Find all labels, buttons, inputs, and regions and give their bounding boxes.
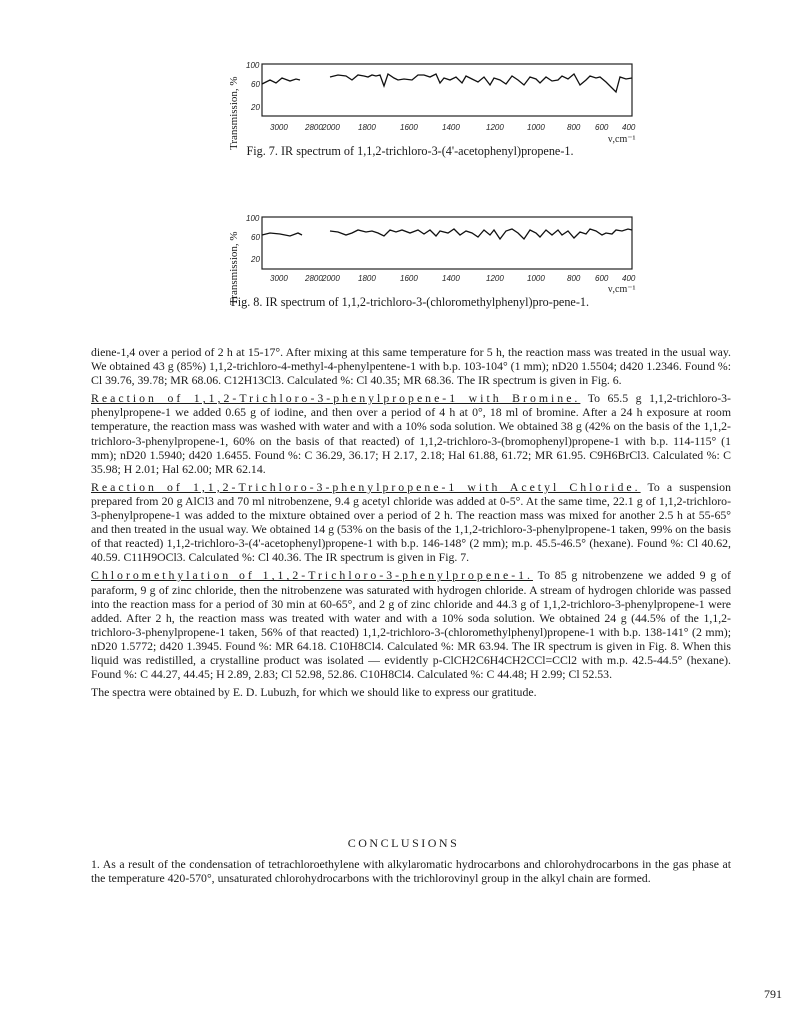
paragraph-4-body: To 85 g nitrobenzene we added 9 g of paraform, 9 g of zinc chloride, then the nitrobenzene was saturated with hydrogen chloride. A stream of hydrogen chloride was passed into the reaction mass for a period of 30 min at 60-65°, and 2 g of zinc chloride and 44.3 g of 1,1,2-trichloro-3-phenylpropene-1 were added. After 2 h, the reaction mass was treated with water and with a 10% soda solution. We obtained 24 g (44.5% of the 1,1,2-trichloro-3-phenylpropene-1 taken, 56% of that reacted) 1,1,2-trichloro-3-(chloromethylphenyl)propene-1 with b.p. 138-141° (2 mm); nD20 1.5772; d420 1.3945. Found %: MR 64.18. C10H8Cl4. Calculated %: MR 63.94. The IR spectrum is given in Fig. 8. When this liquid was redistilled, a crystalline product was isolated — evidently p-ClCH2C6H4CH2CCl=CCl2 with m.p. 42.5-44.5° (hexane). Found %: C 44.27, 44.45; H 2.89, 2.83; Cl 52.98, 52.86. C10H8Cl4. Calculated %: C 44.48; H 2.99; Cl 52.53.	[91, 568, 731, 682]
paragraph-2	[91, 391, 731, 476]
figure-8-ylabel: Transmission, %	[228, 231, 240, 305]
figure-7-xtick-2800: 2800	[305, 123, 323, 132]
figure-8-xtick-600: 600	[595, 274, 609, 283]
figure-8-xtick-1000: 1000	[527, 274, 545, 283]
paragraph-3-body: To a suspension prepared from 20 g AlCl3 and 70 ml nitrobenzene, 9.4 g acetyl chloride was added at 0-5°. At the same time, 22.1 g of 1,1,2-trichloro-3-phenylpropene-1 was added to the mixture obtained over a period of 2 h. The reaction mass was mixed for another 2.5 h at 55-65° and then treated in the usual way. We obtained 14 g (53% on the basis of the 1,1,2-trichloro-3-phenylpropene-1 taken, 99% on the basis of that reacted) 1,1,2-trichloro-3-(4'-acetophenyl)propene-1 with b.p. 146-148° (2 mm); m.p. 45.5-46.5° (hexane). Found %: Cl 40.62, 40.59. C11H9OCl3. Calculated %: Cl 40.36. The IR spectrum is given in Fig. 7.	[91, 479, 731, 565]
figure-8-xtick-2800: 2800	[305, 274, 323, 283]
paragraph-conclusion-1: 1. As a result of the condensation of tetrachloroethylene with alkylaromatic hydrocarbons and chlorohydrocarbons in the gas phase at the temperature 420-570°, unsaturated chlorohydrocarbons with the trichlorovinyl group in the alkyl chain are formed.	[91, 857, 731, 886]
figure-8-caption: Fig. 8. IR spectrum of 1,1,2-trichloro-3-(chloromethylphenyl)pro-pene-1.	[230, 295, 590, 309]
figure-7-trace	[262, 74, 632, 92]
figure-7-xtick-1800: 1800	[358, 123, 376, 132]
conclusions-heading: CONCLUSIONS	[347, 836, 460, 850]
figure-8-xtick-1800: 1800	[358, 274, 376, 283]
figure-7-xtick-2000: 2000	[322, 123, 340, 132]
figure-7-ylabel: Transmission, %	[228, 76, 240, 150]
figure-7-xtick-1400: 1400	[442, 123, 460, 132]
figure-8-xtick-800: 800	[567, 274, 581, 283]
figure-8-xtick-2000: 2000	[322, 274, 340, 283]
figure-8-xtick-1400: 1400	[442, 274, 460, 283]
figure-7-ytick-100: 100	[246, 61, 260, 70]
paragraph-acknowledgement: The spectra were obtained by E. D. Lubuzh, for which we should like to express our gratitude.	[91, 685, 537, 700]
figure-8-xunit: ν,cm⁻¹	[608, 284, 636, 295]
figure-8-ytick-100: 100	[246, 214, 260, 223]
figure-8-xtick-400: 400	[622, 274, 636, 283]
body-text	[91, 345, 731, 699]
figure-8-xtick-1600: 1600	[400, 274, 418, 283]
conclusion-item-1	[91, 857, 731, 885]
figure-7-xtick-400: 400	[622, 123, 636, 132]
section-heading-chloromethylation: Chloromethylation of 1,1,2-Trichloro-3-phenylpropene-1.	[91, 568, 533, 583]
figure-8-xtick-3000: 3000	[270, 274, 288, 283]
figure-7-xtick-1600: 1600	[400, 123, 418, 132]
figure-7-xtick-600: 600	[595, 123, 609, 132]
section-heading-bromine: Reaction of 1,1,2-Trichloro-3-phenylpropene-1 with Bromine.	[91, 391, 581, 406]
figure-8-ytick-60: 60	[251, 233, 260, 242]
paragraph-4	[91, 568, 731, 681]
figure-7-xunit: ν,cm⁻¹	[608, 134, 636, 145]
figure-8-spectrum	[0, 203, 807, 333]
figure-8-ytick-20: 20	[251, 255, 260, 264]
paragraph-2-body: To 65.5 g 1,1,2-trichloro-3-phenylpropene-1 we added 0.65 g of iodine, and then over a period of 4 h at 0°, 18 ml of bromine. After a 24 h exposure at room temperature, the reaction mass was washed with water and with a 10% soda solution. We obtained 38 g (42% on the basis of the 1,1,2-trichloro-3-phenylpropene-1, 60% on the basis of that reacted) of 1,1,2-trichloro-3-(bromophenyl)propene-1 with b.p. 114-115° (1 mm); nD20 1.5940; d420 1.6455. Found %: C 36.29, 36.17; H 2.17, 2.18; Hal 61.88, 61.72; MR 61.95. C9H6BrCl3. Calculated %: C 35.98; H 2.01; Hal 62.00; MR 62.14.	[91, 391, 731, 476]
figure-7-xtick-3000: 3000	[270, 123, 288, 132]
page-number: 791	[764, 987, 782, 1001]
figure-7-ytick-60: 60	[251, 80, 260, 89]
figure-7	[0, 50, 807, 160]
figure-7-caption: Fig. 7. IR spectrum of 1,1,2-trichloro-3-(4'-acetophenyl)propene-1.	[246, 144, 574, 158]
figure-7-xtick-800: 800	[567, 123, 581, 132]
figure-8-xtick-1200: 1200	[486, 274, 504, 283]
figure-8-trace	[262, 229, 632, 239]
figure-7-xtick-1200: 1200	[486, 123, 504, 132]
figure-7-ytick-20: 20	[251, 103, 260, 112]
figure-8	[0, 203, 807, 333]
section-heading-acetyl-chloride: Reaction of 1,1,2-Trichloro-3-phenylpropene-1 with Acetyl Chloride.	[91, 479, 641, 494]
paragraph-1: diene-1,4 over a period of 2 h at 15-17°. After mixing at this same temperature for 5 h, the reaction mass was treated in the usual way. We obtained 43 g (85%) 1,1,2-trichloro-4-methyl-4-phenylpentene-1 with b.p. 103-104° (1 mm); nD20 1.5504; d420 1.2346. Found %: Cl 39.76, 39.78; MR 68.06. C12H13Cl3. Calculated %: Cl 40.35; MR 68.36. The IR spectrum is given in Fig. 6.	[91, 345, 731, 388]
figure-7-xtick-1000: 1000	[527, 123, 545, 132]
paragraph-3	[91, 480, 731, 565]
